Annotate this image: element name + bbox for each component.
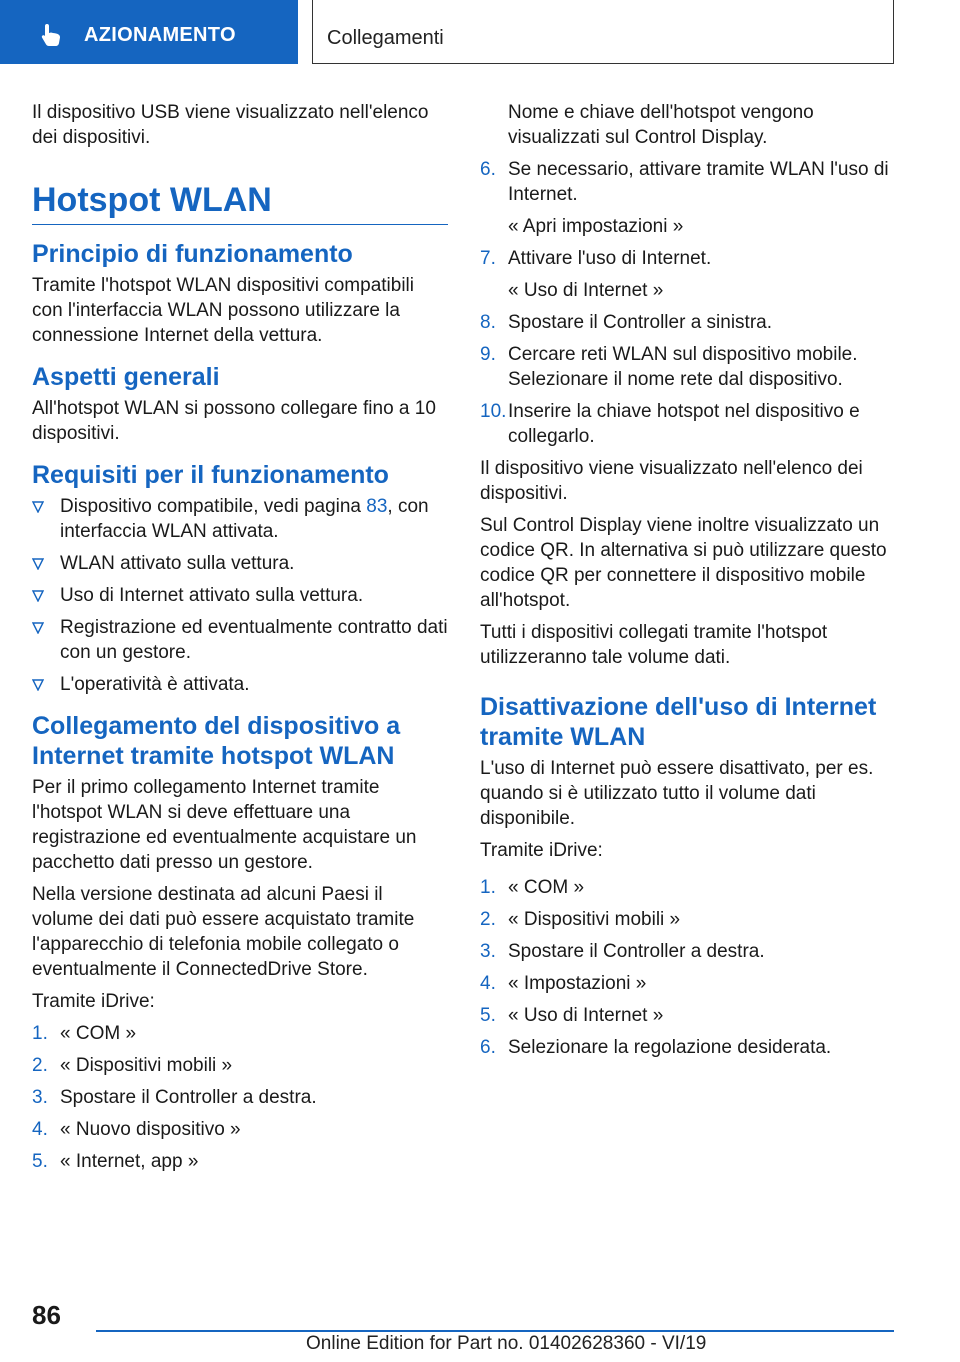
step-number: 2. <box>480 909 496 930</box>
list-item <box>32 551 448 576</box>
list-item <box>32 1021 448 1046</box>
step-number: 10. <box>480 401 507 422</box>
requirement-text: L'operatività è attivata. <box>60 674 250 695</box>
section-title: Collegamenti <box>327 27 444 49</box>
step-number: 5. <box>480 1005 496 1026</box>
step-text: Attivare l'uso di Internet. <box>508 248 712 269</box>
list-item <box>480 1003 896 1028</box>
step-text: Se necessario, attivare tramite WLAN l'uso di Internet. <box>508 159 889 205</box>
heading-requirements: Requisiti per il funzionamento <box>32 461 389 489</box>
list-item <box>32 1117 448 1142</box>
section-header <box>312 0 894 64</box>
connect-steps <box>32 1021 448 1174</box>
heading-general: Aspetti generali <box>32 363 220 391</box>
step-number: 9. <box>480 344 496 365</box>
deactivation-steps <box>480 875 896 1060</box>
step-text: « COM » <box>60 1023 137 1044</box>
connect-text-2: Nella versione destinata ad alcuni Paesi il volume dei dati può essere acquistato tramite l'apparecchio di telefonia mobile collegato o eventualmente il ConnectedDrive Store. <box>32 884 415 980</box>
step-number: 5. <box>32 1151 48 1172</box>
deactivation-text: L'uso di Internet può essere disattivato, per es. quando si è utilizzato tutto il volume dati disponibile. <box>480 758 874 829</box>
list-item <box>32 494 448 544</box>
step-text: Spostare il Controller a destra. <box>60 1087 317 1108</box>
list-item <box>480 875 896 900</box>
connect-steps-cont <box>480 246 896 271</box>
step-number: 4. <box>480 973 496 994</box>
step-text: « COM » <box>508 877 585 898</box>
step-number: 1. <box>480 877 496 898</box>
step-number: 6. <box>480 159 496 180</box>
intro-text: Il dispositivo USB viene visualizzato nell'elenco dei dispositivi. <box>32 102 429 148</box>
requirements-list <box>32 494 448 697</box>
list-item <box>480 246 896 271</box>
list-item <box>480 1035 896 1060</box>
general-text: All'hotspot WLAN si possono collegare fino a 10 dispositivi. <box>32 398 436 444</box>
step-text: « Dispositivi mobili » <box>508 909 681 930</box>
step-text: Spostare il Controller a sinistra. <box>508 312 772 333</box>
step-text: « Impostazioni » <box>508 973 647 994</box>
footer-divider <box>96 1330 894 1332</box>
result-text-2: Sul Control Display viene inoltre visualizzato un codice QR. In alternativa si può utilizzare questo codice QR per connettere il dispositivo mobile all'hotspot. <box>480 515 887 611</box>
left-column <box>32 100 448 1181</box>
step-number: 7. <box>480 248 496 269</box>
list-item <box>480 342 896 392</box>
heading-deactivation: Disattivazione dell'uso di Internet tramite WLAN <box>480 693 877 751</box>
requirement-text: WLAN attivato sulla vettura. <box>60 553 295 574</box>
result-text-1: Il dispositivo viene visualizzato nell'elenco dei dispositivi. <box>480 458 863 504</box>
idrive-label: Tramite iDrive: <box>480 840 603 861</box>
heading-hotspot-wlan: Hotspot WLAN <box>32 180 448 225</box>
right-column <box>480 100 896 1067</box>
step-text: « Internet, app » <box>60 1151 199 1172</box>
list-item <box>32 672 448 697</box>
step-number: 6. <box>480 1037 496 1058</box>
requirement-text: Uso di Internet attivato sulla vettura. <box>60 585 364 606</box>
list-item <box>32 1085 448 1110</box>
edition-text: Online Edition for Part no. 01402628360 - VI/19 <box>306 1333 707 1354</box>
page-link-83[interactable]: 83 <box>366 496 388 517</box>
page-number: 86 <box>32 1300 61 1330</box>
chapter-tab <box>0 0 298 64</box>
heading-connect: Collegamento del dispositivo a Internet tramite hotspot WLAN <box>32 712 401 770</box>
step-text: « Uso di Internet » <box>508 1005 664 1026</box>
list-item <box>480 310 896 335</box>
list-item <box>480 907 896 932</box>
triangle-bullet-icon <box>32 679 44 691</box>
connect-text-1: Per il primo collegamento Internet tramite l'hotspot WLAN si deve effettuare una registrazione ed eventualmente acquistare un pacchetto dati presso un gestore. <box>32 777 417 873</box>
idrive-label: Tramite iDrive: <box>32 991 155 1012</box>
heading-principle: Principio di funzionamento <box>32 240 353 268</box>
step-substep: « Uso di Internet » <box>508 280 664 301</box>
step-number: 2. <box>32 1055 48 1076</box>
step-number: 8. <box>480 312 496 333</box>
connect-steps-cont <box>480 310 896 449</box>
continued-step-text: Nome e chiave dell'hotspot vengono visualizzati sul Control Display. <box>508 102 814 148</box>
chapter-title: AZIONAMENTO <box>84 24 236 46</box>
triangle-bullet-icon <box>32 590 44 602</box>
list-item <box>480 939 896 964</box>
step-number: 4. <box>32 1119 48 1140</box>
requirement-text-tail: , con interfaccia WLAN attivata. <box>60 496 429 542</box>
list-item <box>480 971 896 996</box>
list-item <box>32 1149 448 1174</box>
requirement-text: Registrazione ed eventualmente contratto dati con un gestore. <box>60 617 448 663</box>
hand-pointer-icon <box>38 22 64 48</box>
step-text: Selezionare la regolazione desiderata. <box>508 1037 832 1058</box>
step-text: « Nuovo dispositivo » <box>60 1119 241 1140</box>
triangle-bullet-icon <box>32 558 44 570</box>
step-text: « Dispositivi mobili » <box>60 1055 233 1076</box>
list-item <box>480 399 896 449</box>
triangle-bullet-icon <box>32 622 44 634</box>
principle-text: Tramite l'hotspot WLAN dispositivi compatibili con l'interfaccia WLAN possono utilizzare la connessione Internet della vettura. <box>32 275 414 346</box>
list-item <box>32 1053 448 1078</box>
step-number: 1. <box>32 1023 48 1044</box>
step-text: Inserire la chiave hotspot nel dispositivo e collegarlo. <box>508 401 860 447</box>
step-number: 3. <box>32 1087 48 1108</box>
step-number: 3. <box>480 941 496 962</box>
connect-steps-cont <box>480 157 896 207</box>
list-item <box>32 615 448 665</box>
list-item <box>480 157 896 207</box>
step-substep: « Apri impostazioni » <box>508 216 684 237</box>
triangle-bullet-icon <box>32 501 44 513</box>
step-text: Spostare il Controller a destra. <box>508 941 765 962</box>
requirement-text: Dispositivo compatibile, vedi pagina <box>60 496 367 517</box>
result-text-3: Tutti i dispositivi collegati tramite l'hotspot utilizzeranno tale volume dati. <box>480 622 828 668</box>
step-text: Cercare reti WLAN sul dispositivo mobile. Selezionare il nome rete dal dispositivo. <box>508 344 858 390</box>
list-item <box>32 583 448 608</box>
